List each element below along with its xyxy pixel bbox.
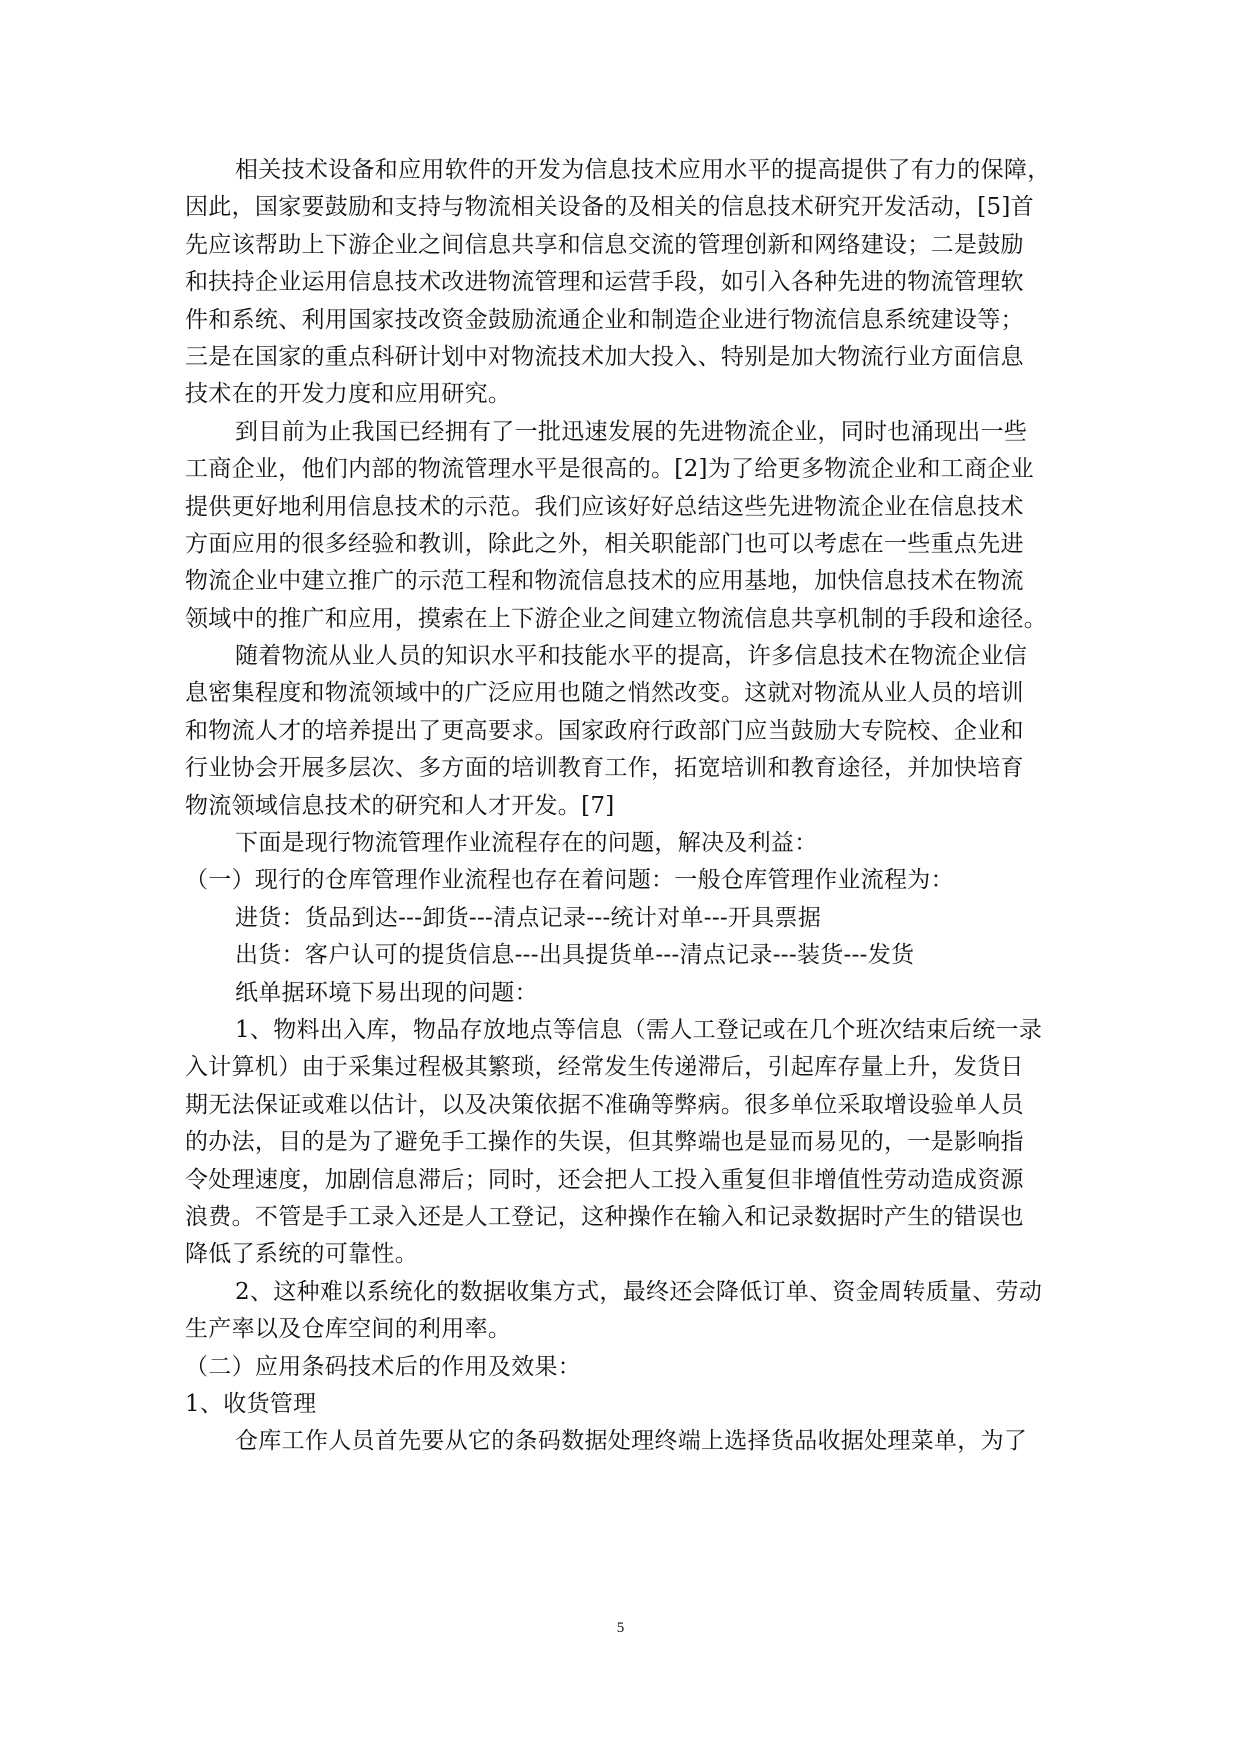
paragraph-line: 技术在的开发力度和应用研究。 (185, 381, 512, 408)
paragraph-line: 令处理速度，加剧信息滞后；同时，还会把人工投入重复但非增值性劳动造成资源 (185, 1166, 1024, 1193)
paragraph-line: 相关技术设备和应用软件的开发为信息技术应用水平的提高提供了有力的保障， (235, 157, 1051, 183)
paragraph-line: 提供更好地利用信息技术的示范。我们应该好好总结这些先进物流企业在信息技术 (185, 493, 1024, 520)
paragraph-line: 和物流人才的培养提出了更高要求。国家政府行政部门应当鼓励大专院校、企业和 (185, 717, 1024, 744)
paragraph-line: 期无法保证或难以估计，以及决策依据不准确等弊病。很多单位采取增设验单人员 (185, 1091, 1024, 1118)
process-line: 出货：客户认可的提货信息---出具提货单---清点记录---装货---发货 (235, 942, 915, 969)
paragraph-line: 工商企业，他们内部的物流管理水平是很高的。[2]为了给更多物流企业和工商企业 (185, 456, 1034, 483)
paragraph-line: 息密集程度和物流领域中的广泛应用也随之悄然改变。这就对物流从业人员的培训 (185, 680, 1024, 707)
paragraph-line: 领域中的推广和应用，摸索在上下游企业之间建立物流信息共享机制的手段和途径。 (185, 605, 1048, 632)
paragraph-line: 方面应用的很多经验和教训，除此之外，相关职能部门也可以考虑在一些重点先进 (185, 530, 1024, 557)
paragraph-line: 行业协会开展多层次、多方面的培训教育工作，拓宽培训和教育途径，并加快培育 (185, 755, 1024, 782)
paragraph-line: 到目前为止我国已经拥有了一批迅速发展的先进物流企业，同时也涌现出一些 (235, 418, 1028, 445)
page-number: 5 (616, 1620, 625, 1636)
paragraph-line: 下面是现行物流管理作业流程存在的问题，解决及利益： (235, 830, 818, 857)
paragraph-line: 随着物流从业人员的知识水平和技能水平的提高，许多信息技术在物流企业信 (235, 643, 1028, 670)
body-text (185, 152, 1083, 1461)
paragraph-line: 1、物料出入库，物品存放地点等信息（需人工登记或在几个班次结束后统一录 (235, 1016, 1043, 1043)
paragraph-line: 仓库工作人员首先要从它的条码数据处理终端上选择货品收据处理菜单，为了 (235, 1428, 1028, 1455)
paragraph-line: 的办法，目的是为了避免手工操作的失误，但其弊端也是显而易见的，一是影响指 (185, 1129, 1024, 1156)
section-heading: （二）应用条码技术后的作用及效果： (185, 1353, 582, 1380)
paragraph-line: 和扶持企业运用信息技术改进物流管理和运营手段，如引入各种先进的物流管理软 (185, 269, 1024, 296)
paragraph-line: 2、这种难以系统化的数据收集方式，最终还会降低订单、资金周转质量、劳动 (235, 1278, 1043, 1305)
paragraph-line: 物流企业中建立推广的示范工程和物流信息技术的应用基地，加快信息技术在物流 (185, 568, 1024, 595)
paragraph-line: 先应该帮助上下游企业之间信息共享和信息交流的管理创新和网络建设；二是鼓励 (185, 231, 1024, 258)
paragraph-line: 纸单据环境下易出现的问题： (235, 979, 538, 1006)
paragraph-line: 件和系统、利用国家技改资金鼓励流通企业和制造企业进行物流信息系统建设等； (185, 306, 1024, 333)
paragraph-line: 浪费。不管是手工录入还是人工登记，这种操作在输入和记录数据时产生的错误也 (185, 1203, 1024, 1230)
subsection-heading: 1、收货管理 (185, 1390, 317, 1417)
paragraph-line: 物流领域信息技术的研究和人才开发。[7] (185, 792, 615, 819)
process-line: 进货：货品到达---卸货---清点记录---统计对单---开具票据 (235, 904, 822, 931)
paragraph-line: 入计算机）由于采集过程极其繁琐，经常发生传递滞后，引起库存量上升，发货日 (185, 1054, 1024, 1081)
paragraph-line: 因此，国家要鼓励和支持与物流相关设备的及相关的信息技术研究开发活动，[5]首 (185, 194, 1034, 221)
section-heading: （一）现行的仓库管理作业流程也存在着问题：一般仓库管理作业流程为： (185, 867, 954, 894)
paragraph-line: 三是在国家的重点科研计划中对物流技术加大投入、特别是加大物流行业方面信息 (185, 343, 1024, 370)
paragraph-line: 生产率以及仓库空间的利用率。 (185, 1316, 512, 1343)
paragraph-line: 降低了系统的可靠性。 (185, 1241, 418, 1268)
